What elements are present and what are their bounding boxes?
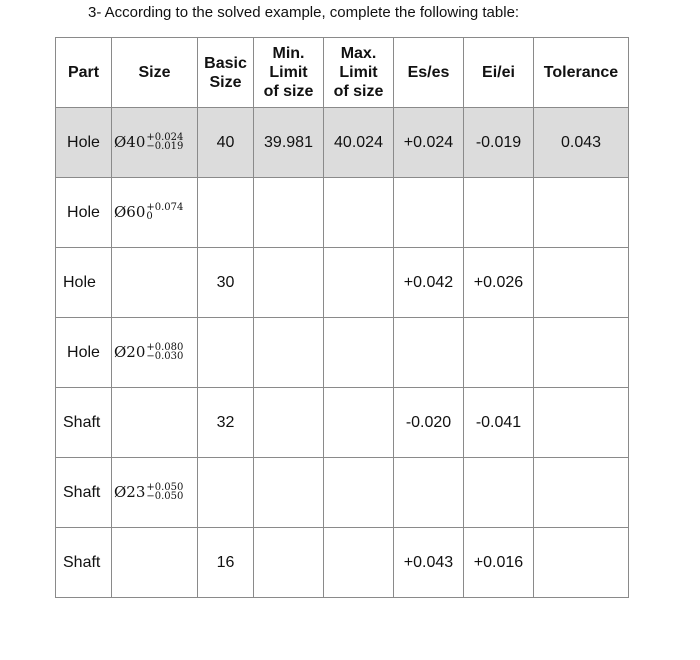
- cell-es: +0.043: [394, 528, 464, 598]
- table-row: [56, 388, 629, 458]
- header-tolerance: Tolerance: [534, 38, 629, 108]
- cell-basic-size[interactable]: [198, 178, 254, 248]
- cell-min-limit[interactable]: [254, 178, 324, 248]
- size-tolerance: [146, 343, 183, 361]
- cell-part: Shaft: [56, 458, 112, 528]
- cell-part: Hole: [56, 248, 112, 318]
- header-max-line-3: of size: [333, 83, 384, 100]
- size-lower-deviation: −0.019: [146, 141, 184, 152]
- size-tolerance: [146, 203, 183, 221]
- cell-es[interactable]: [394, 458, 464, 528]
- tolerance-table: [55, 37, 629, 598]
- cell-max-limit[interactable]: [324, 178, 394, 248]
- header-max-limit: [324, 38, 394, 108]
- size-base: Ø40: [114, 133, 146, 151]
- cell-ei: +0.016: [464, 528, 534, 598]
- table-row: [56, 528, 629, 598]
- size-lower-deviation: 0: [146, 211, 153, 222]
- table-row: [56, 108, 629, 178]
- cell-part: Hole: [56, 108, 112, 178]
- cell-min-limit[interactable]: [254, 318, 324, 388]
- cell-tolerance[interactable]: [534, 528, 629, 598]
- cell-max-limit[interactable]: [324, 528, 394, 598]
- cell-ei: +0.026: [464, 248, 534, 318]
- cell-min-limit: 39.981: [254, 108, 324, 178]
- header-basic-line-1: Basic: [204, 54, 247, 72]
- cell-max-limit[interactable]: [324, 458, 394, 528]
- cell-ei: -0.041: [464, 388, 534, 458]
- size-upper-deviation: +0.024: [146, 132, 184, 143]
- header-min-line-3: of size: [263, 83, 314, 100]
- table-row: [56, 458, 629, 528]
- cell-basic-size: 32: [198, 388, 254, 458]
- cell-part: Hole: [56, 178, 112, 248]
- size-upper-deviation: +0.074: [146, 202, 184, 213]
- size-upper-deviation: +0.050: [146, 482, 184, 493]
- header-size: Size: [112, 38, 198, 108]
- cell-min-limit[interactable]: [254, 388, 324, 458]
- cell-size: [112, 108, 198, 178]
- size-lower-deviation: −0.030: [146, 351, 184, 362]
- header-es: Es/es: [394, 38, 464, 108]
- cell-basic-size: 16: [198, 528, 254, 598]
- cell-min-limit[interactable]: [254, 248, 324, 318]
- cell-tolerance[interactable]: [534, 388, 629, 458]
- cell-max-limit[interactable]: [324, 318, 394, 388]
- cell-es: +0.042: [394, 248, 464, 318]
- cell-ei[interactable]: [464, 178, 534, 248]
- size-base: Ø23: [114, 483, 146, 501]
- cell-max-limit[interactable]: [324, 248, 394, 318]
- cell-es[interactable]: [394, 178, 464, 248]
- header-part: Part: [56, 38, 112, 108]
- header-basic-size: [198, 38, 254, 108]
- cell-ei[interactable]: [464, 458, 534, 528]
- cell-tolerance[interactable]: [534, 248, 629, 318]
- size-notation: [112, 343, 183, 361]
- size-notation: [112, 133, 183, 151]
- cell-es[interactable]: [394, 318, 464, 388]
- table-row: [56, 178, 629, 248]
- header-min-limit: [254, 38, 324, 108]
- cell-es: +0.024: [394, 108, 464, 178]
- cell-tolerance[interactable]: [534, 458, 629, 528]
- header-basic-line-2: Size: [209, 73, 242, 91]
- cell-size[interactable]: [112, 528, 198, 598]
- header-min-line-2: Limit: [269, 64, 308, 81]
- cell-basic-size: 40: [198, 108, 254, 178]
- question-heading: 3- According to the solved example, complete the following table:: [88, 4, 520, 21]
- size-tolerance: [146, 133, 183, 151]
- cell-max-limit[interactable]: [324, 388, 394, 458]
- cell-tolerance: 0.043: [534, 108, 629, 178]
- cell-min-limit[interactable]: [254, 528, 324, 598]
- size-lower-deviation: −0.050: [146, 491, 184, 502]
- cell-basic-size[interactable]: [198, 318, 254, 388]
- size-tolerance: [146, 483, 183, 501]
- cell-ei[interactable]: [464, 318, 534, 388]
- table-row: [56, 248, 629, 318]
- cell-tolerance[interactable]: [534, 318, 629, 388]
- header-max-line-2: Limit: [339, 64, 378, 81]
- header-ei: Ei/ei: [464, 38, 534, 108]
- cell-part: Shaft: [56, 528, 112, 598]
- cell-size: [112, 458, 198, 528]
- header-max-line-1: Max.: [340, 45, 377, 62]
- cell-size[interactable]: [112, 388, 198, 458]
- cell-basic-size[interactable]: [198, 458, 254, 528]
- cell-size[interactable]: [112, 248, 198, 318]
- cell-size: [112, 178, 198, 248]
- size-base: Ø60: [114, 203, 146, 221]
- table-row: [56, 318, 629, 388]
- size-upper-deviation: +0.080: [146, 342, 184, 353]
- header-min-line-1: Min.: [272, 45, 305, 62]
- cell-part: Hole: [56, 318, 112, 388]
- cell-min-limit[interactable]: [254, 458, 324, 528]
- cell-part: Shaft: [56, 388, 112, 458]
- header-row: [56, 38, 629, 108]
- size-base: Ø20: [114, 343, 146, 361]
- cell-size: [112, 318, 198, 388]
- cell-tolerance[interactable]: [534, 178, 629, 248]
- cell-max-limit: 40.024: [324, 108, 394, 178]
- cell-ei: -0.019: [464, 108, 534, 178]
- size-notation: [112, 203, 183, 221]
- size-notation: [112, 483, 183, 501]
- cell-basic-size: 30: [198, 248, 254, 318]
- cell-es: -0.020: [394, 388, 464, 458]
